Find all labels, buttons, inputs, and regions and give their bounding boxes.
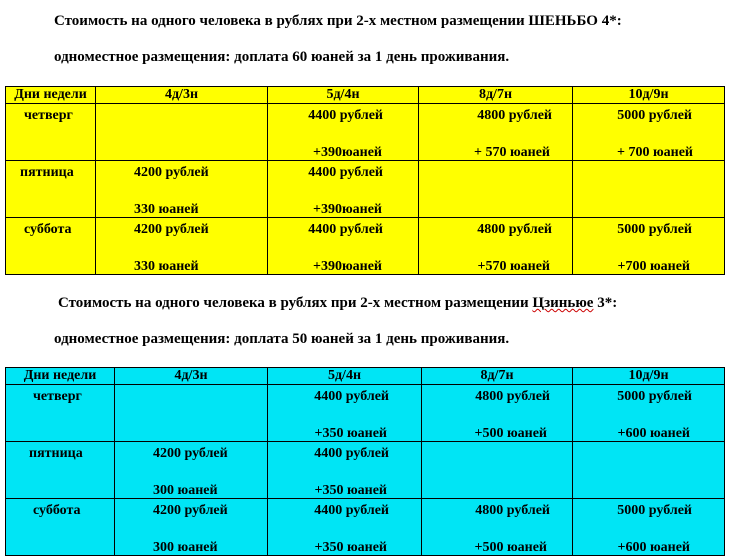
price-yuan: +600 юаней xyxy=(617,426,690,441)
day-label: четверг xyxy=(33,389,82,404)
header-5d4n: 5д/4н xyxy=(268,87,419,104)
header-5d4n: 5д/4н xyxy=(268,368,422,385)
header-10d9n: 10д/9н xyxy=(573,368,725,385)
header-days: Дни недели xyxy=(6,368,115,385)
price-rub: 4800 рублей xyxy=(475,503,550,518)
table-row xyxy=(6,385,725,442)
price-yuan: +500 юаней xyxy=(474,426,547,441)
day-label: суббота xyxy=(24,222,72,237)
price-rub: 4200 рублей xyxy=(153,503,228,518)
table-row xyxy=(6,218,725,275)
header-4d3n: 4д/3н xyxy=(96,87,268,104)
price-yuan: 300 юаней xyxy=(153,483,218,498)
day-label: пятница xyxy=(29,446,83,461)
table-row xyxy=(6,161,725,218)
price-rub: 4800 рублей xyxy=(477,108,552,123)
price-yuan: +600 юаней xyxy=(617,540,690,555)
price-rub: 4200 рублей xyxy=(153,446,228,461)
price-yuan: +350 юаней xyxy=(314,540,387,555)
price-rub: 4200 рублей xyxy=(134,165,209,180)
price-table-shenbo xyxy=(5,86,725,275)
price-yuan: +390юаней xyxy=(312,202,382,217)
price-rub: 4400 рублей xyxy=(314,503,389,518)
section1-title: Стоимость на одного человека в рублях при 2-х местном размещении ШЕНЬБО 4*: xyxy=(54,13,622,29)
section2-title-pre: Стоимость на одного человека в рублях при 2-х местном размещении xyxy=(58,295,533,311)
price-rub: 4800 рублей xyxy=(477,222,552,237)
section2-title-post: 3*: xyxy=(593,295,618,311)
header-4d3n: 4д/3н xyxy=(115,368,268,385)
price-yuan: +570 юаней xyxy=(477,259,550,274)
price-yuan: 330 юаней xyxy=(134,259,199,274)
section2-title xyxy=(58,294,617,312)
table-row xyxy=(6,104,725,161)
header-days: Дни недели xyxy=(6,87,96,104)
day-label: суббота xyxy=(33,503,81,518)
price-rub: 4400 рублей xyxy=(314,389,389,404)
header-8d7n: 8д/7н xyxy=(422,368,573,385)
day-label: пятница xyxy=(20,165,74,180)
price-rub: 4400 рублей xyxy=(308,165,383,180)
price-yuan: +350 юаней xyxy=(314,483,387,498)
price-rub: 4400 рублей xyxy=(308,108,383,123)
day-label: четверг xyxy=(24,108,73,123)
table-row xyxy=(6,442,725,499)
table-header-row xyxy=(6,368,725,385)
section1-note: одноместное размещения: доплата 60 юаней за 1 день проживания. xyxy=(54,49,510,65)
price-yuan: +390юаней xyxy=(312,145,382,160)
hotel-name: Цзиньюе xyxy=(532,295,594,311)
price-table-jinyue xyxy=(5,367,725,556)
price-rub: 5000 рублей xyxy=(617,389,692,404)
price-rub: 4800 рублей xyxy=(475,389,550,404)
price-yuan: + 700 юаней xyxy=(616,145,693,160)
table-row xyxy=(6,499,725,556)
section2-note: одноместное размещения: доплата 50 юаней за 1 день проживания. xyxy=(54,331,510,347)
price-yuan: +390юаней xyxy=(312,259,382,274)
price-rub: 4400 рублей xyxy=(314,446,389,461)
price-yuan: +350 юаней xyxy=(314,426,387,441)
header-8d7n: 8д/7н xyxy=(419,87,573,104)
table-header-row xyxy=(6,87,725,104)
price-rub: 4200 рублей xyxy=(134,222,209,237)
price-rub: 4400 рублей xyxy=(308,222,383,237)
price-rub: 5000 рублей xyxy=(617,108,692,123)
price-yuan: +500 юаней xyxy=(474,540,547,555)
price-yuan: 330 юаней xyxy=(134,202,199,217)
header-10d9n: 10д/9н xyxy=(573,87,725,104)
price-yuan: +700 юаней xyxy=(617,259,690,274)
price-yuan: 300 юаней xyxy=(153,540,218,555)
price-rub: 5000 рублей xyxy=(617,503,692,518)
price-yuan: + 570 юаней xyxy=(473,145,550,160)
price-rub: 5000 рублей xyxy=(617,222,692,237)
